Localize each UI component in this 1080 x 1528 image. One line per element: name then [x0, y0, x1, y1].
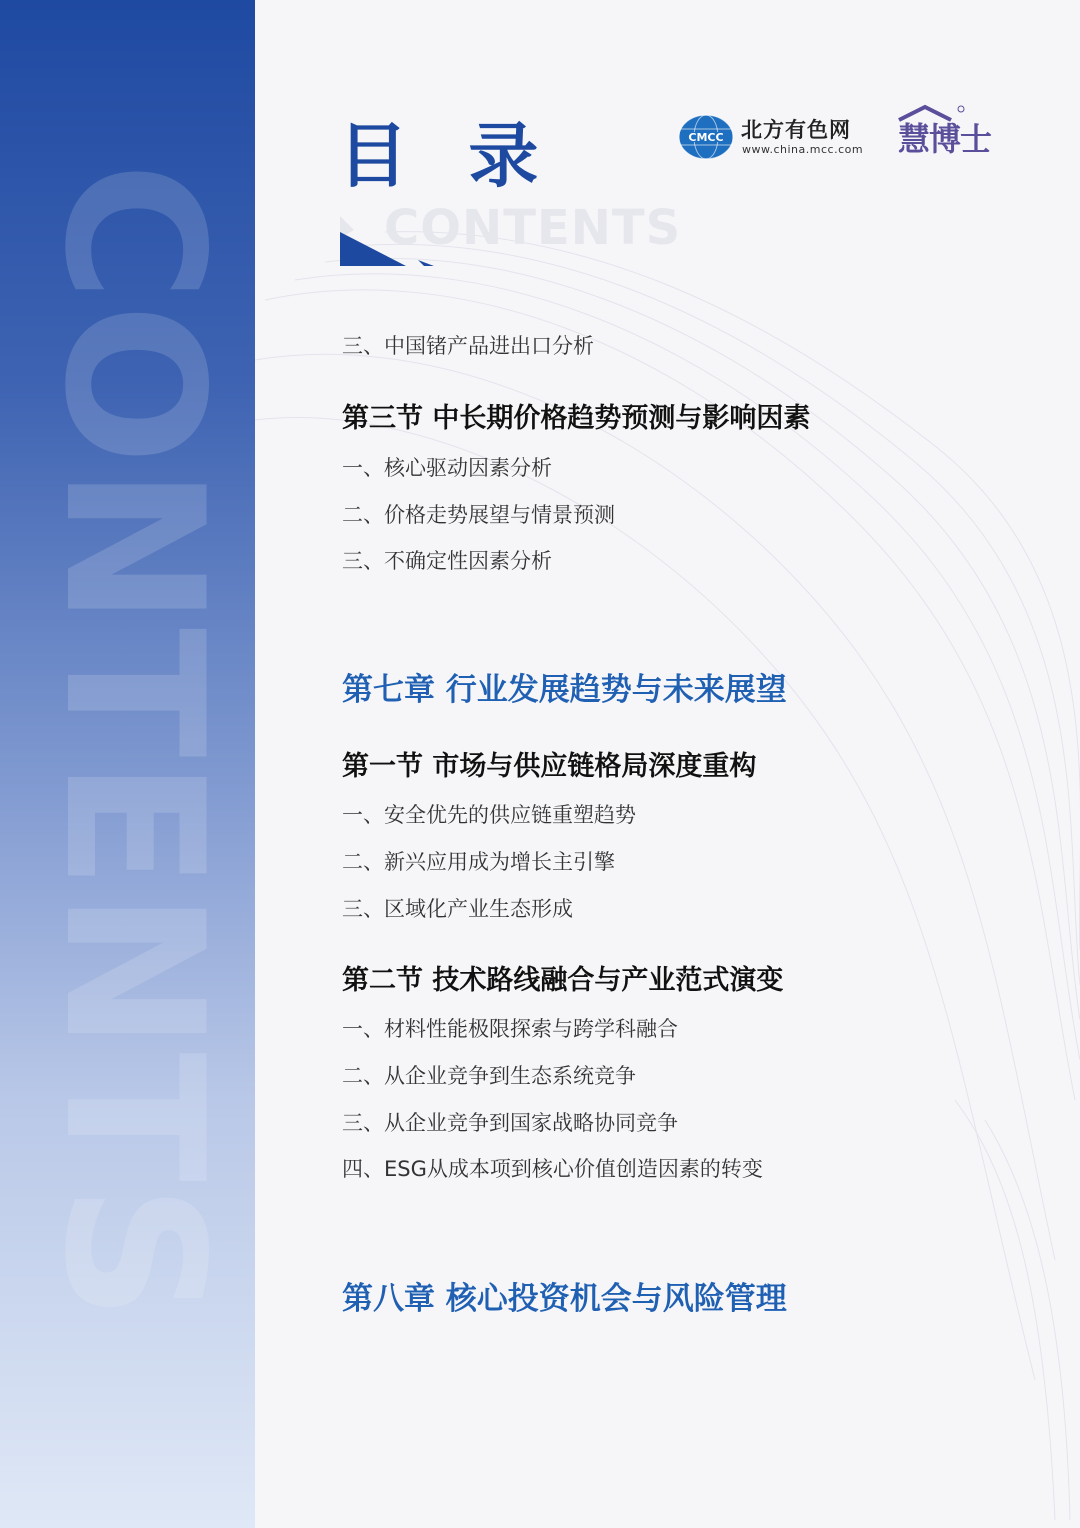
svg-text:CMCC: CMCC — [688, 131, 724, 144]
toc-item[interactable]: 一、核心驱动因素分析 — [342, 456, 552, 480]
toc-item[interactable]: 三、从企业竞争到国家战略协同竞争 — [342, 1111, 678, 1135]
contents-subtitle: CONTENTS — [384, 200, 682, 256]
toc-chapter-heading[interactable]: 第七章 行业发展趋势与未来展望 — [342, 672, 787, 708]
toc-section-heading[interactable]: 第一节 市场与供应链格局深度重构 — [342, 751, 757, 782]
toc-item[interactable]: 三、区域化产业生态形成 — [342, 897, 573, 921]
toc-item[interactable]: 一、安全优先的供应链重塑趋势 — [342, 803, 636, 827]
toc-chapter-heading[interactable]: 第八章 核心投资机会与风险管理 — [342, 1281, 787, 1317]
cmcc-logo-name: 北方有色网 — [741, 118, 851, 142]
toc-item[interactable]: 四、ESG从成本项到核心价值创造因素的转变 — [342, 1157, 763, 1181]
toc-item[interactable]: 三、中国锗产品进出口分析 — [342, 334, 594, 358]
huiboshi-logo-text: 慧博士 — [898, 120, 992, 158]
toc-item[interactable]: 二、新兴应用成为增长主引擎 — [342, 850, 615, 874]
page-title: 目 录 — [338, 115, 557, 197]
toc-section-heading[interactable]: 第三节 中长期价格趋势预测与影响因素 — [342, 403, 811, 434]
toc-section-heading[interactable]: 第二节 技术路线融合与产业范式演变 — [342, 965, 784, 996]
toc-item[interactable]: 二、从企业竞争到生态系统竞争 — [342, 1064, 636, 1088]
cmcc-logo — [678, 110, 878, 162]
sidebar-watermark: CONTENTS — [23, 162, 244, 1323]
toc-item[interactable]: 二、价格走势展望与情景预测 — [342, 503, 615, 527]
toc-item[interactable]: 一、材料性能极限探索与跨学科融合 — [342, 1017, 678, 1041]
sidebar-band — [0, 0, 255, 1528]
toc-item[interactable]: 三、不确定性因素分析 — [342, 549, 552, 573]
globe-icon — [678, 114, 734, 160]
cmcc-logo-url: www.china.mcc.com — [742, 143, 864, 156]
huiboshi-logo — [895, 104, 995, 160]
